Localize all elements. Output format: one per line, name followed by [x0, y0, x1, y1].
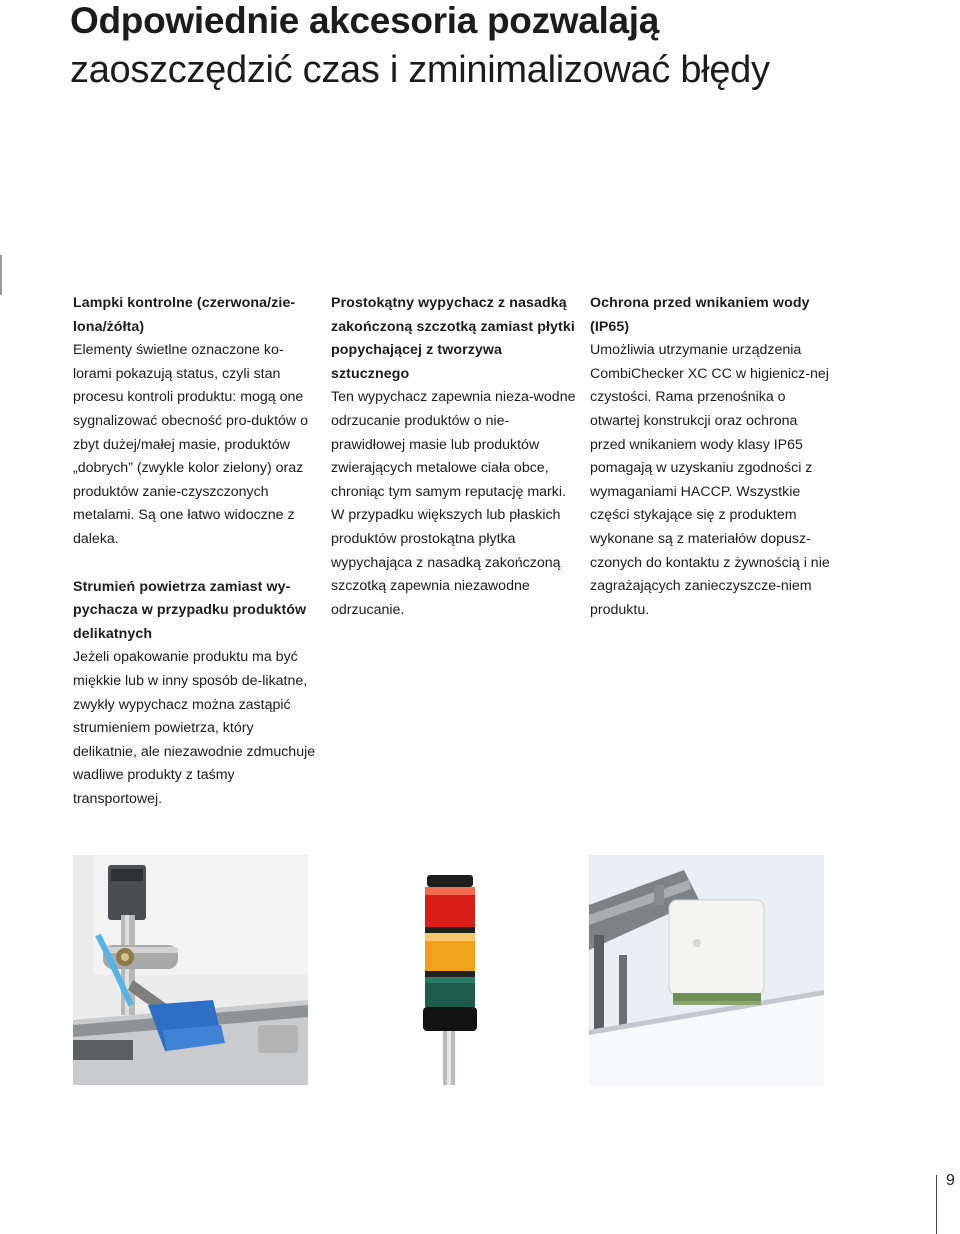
section-heading: Ochrona przed wnikaniem wody (IP65) — [590, 295, 810, 335]
section-body: Elementy świetlne oznaczone ko-lorami pokazują status, czyli stan procesu kontroli produktu: mogą one sygnalizować obecność pro-duktów o zbyt dużej/małej masie, produktów „dobrych” (zwykle kolor zielony) oraz produktów zanie-czyszczonych metalami. Są one łatwo widoczne z daleka. — [73, 342, 309, 547]
photo-ip65-pusher — [589, 855, 824, 1085]
photo-signal-tower — [331, 855, 566, 1085]
page-title — [70, 0, 940, 98]
section-body: Jeżeli opakowanie produktu ma być miękkie lub w inny sposób de-likatne, zwykły wypychacz można zastąpić strumieniem powietrza, który delikatnie, ale niezawodnie zdmuchuje wadliwe produkty z taśmy transportowej. — [73, 649, 316, 807]
title-line-bold: Odpowiednie akcesoria pozwalają — [70, 0, 660, 41]
section-heading: Strumień powietrza zamiast wy-pychacza w przypadku produktów delikatnych — [73, 578, 307, 642]
section-air-jet — [73, 576, 318, 812]
section-heading: Prostokątny wypychacz z nasadką zakończoną szczotką zamiast płytki popychającej z tworzywa sztucznego — [331, 295, 575, 382]
photo-air-jet-pusher — [73, 855, 308, 1085]
page-number: 9 — [946, 1172, 955, 1189]
section-body: Umożliwia utrzymanie urządzenia CombiChecker XC CC w higienicz-nej czystości. Rama przenośnika o otwartej konstrukcji oraz ochrona przed wnikaniem wody klasy IP65 pomagają w uzyskaniu zgodności z wymaganiami HACCP. Wszystkie części stykające się z produktem wykonane są z materiałów dopusz-czonych do kontaktu z żywnością i nie zagrażających zanieczyszcze-niem produktu. — [590, 342, 830, 618]
text-column-3 — [590, 292, 835, 622]
section-brush-pusher — [331, 292, 576, 622]
section-body: Ten wypychacz zapewnia nieza-wodne odrzucanie produktów o nie-prawidłowej masie lub produktów zwierających metalowe ciała obce, chroniąc tym samym reputację marki. W przypadku większych lub płaskich produktów prostokątna płytka wypychająca z nasadką zakończoną szczotką zapewnia niezawodne odrzucanie. — [331, 389, 576, 618]
text-column-2 — [331, 292, 576, 622]
section-heading: Lampki kontrolne (czerwona/zie-lona/żółta) — [73, 295, 296, 335]
section-ip65 — [590, 292, 835, 622]
text-column-1 — [73, 292, 318, 811]
title-line-light: zaoszczędzić czas i zminimalizować błędy — [70, 49, 770, 91]
margin-tick — [0, 255, 2, 295]
section-signal-lamps — [73, 292, 318, 552]
page-number-rule — [936, 1175, 937, 1234]
